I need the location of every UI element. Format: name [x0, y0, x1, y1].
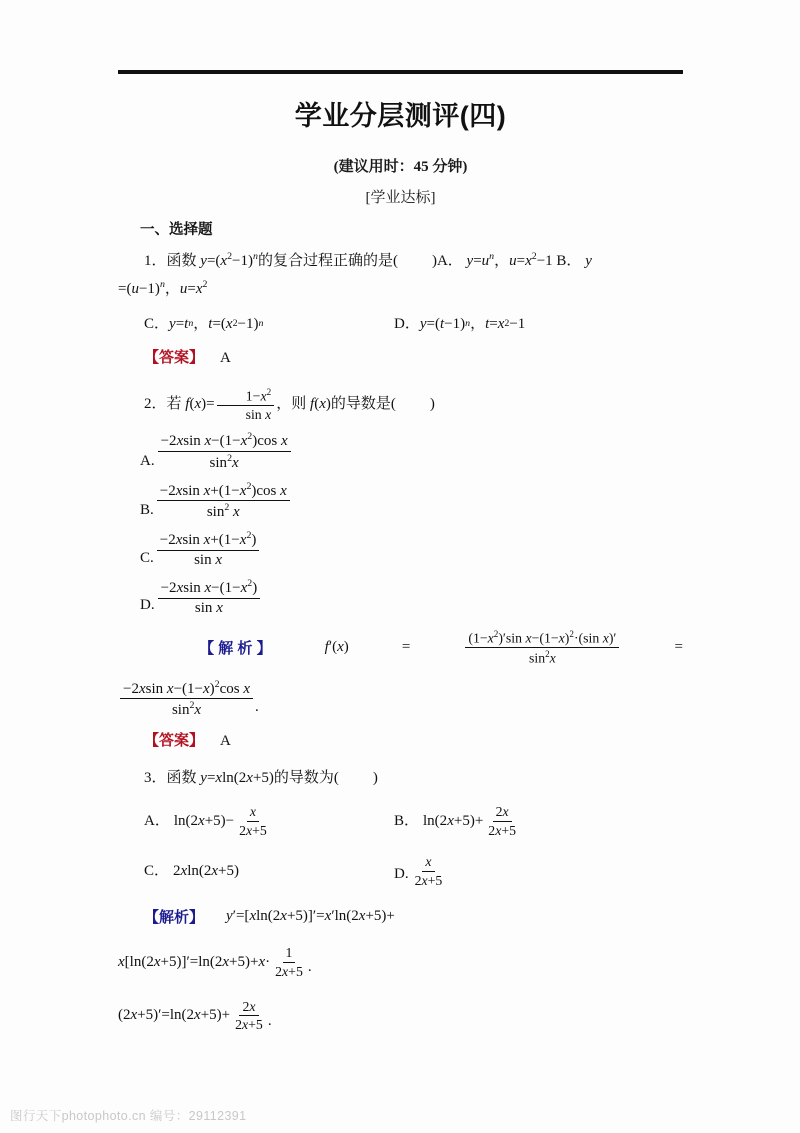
q2-sol-close: ) — [343, 639, 349, 656]
q1-optC-x: x — [225, 315, 233, 332]
q1-optD-tail: −1 — [509, 315, 526, 332]
q2-optA-fraction — [158, 431, 291, 472]
q2-stem-x2: x — [319, 395, 326, 412]
q3-sol-ln: ln(2 — [256, 908, 281, 925]
question-3-stem — [118, 766, 683, 790]
q1-optC-eq1: = — [175, 315, 185, 332]
q1-optD-x: x — [497, 315, 505, 332]
q3-optC-mid: ln(2 — [187, 863, 212, 880]
q1-optC-label: C． — [144, 315, 170, 332]
q3-sol3-num-a: 2 — [242, 999, 250, 1015]
q2-sol1-num-x2: x — [525, 631, 532, 647]
q2-optA-num-sup: 2 — [247, 431, 253, 443]
q3-sol3-period: . — [267, 1012, 272, 1029]
q3-sol2-a: [ln(2 — [124, 953, 154, 970]
q3-sol2-den-b: +5 — [288, 963, 303, 979]
q2-option-b[interactable] — [140, 481, 683, 522]
q3-option-a[interactable] — [144, 804, 394, 838]
q1-optC-comma: ， — [193, 315, 209, 332]
q3-stem-x: x — [215, 770, 223, 787]
q2-optD-num-sup: 2 — [247, 577, 253, 589]
q2-sol2-num-x3: x — [203, 680, 210, 697]
q3-sol2-fraction — [272, 945, 306, 979]
q1-option-d[interactable] — [394, 312, 525, 336]
question-2-stem: 2．若 f(x)= $\frac{1-x^2}{\text{sin x}}$ ，则 f(x)的导数是( ) — [144, 386, 435, 422]
q3-sol-b: ′ln(2 — [331, 908, 359, 925]
q1-optA-u2: u — [509, 253, 517, 269]
q3-optC-label: C． — [144, 863, 170, 880]
q3-sol2-b: +5)]′=ln(2 — [160, 953, 223, 970]
q3-sol-x2: x — [280, 908, 287, 925]
q3-optC-tail: +5) — [218, 863, 239, 880]
q2-sol2-num-b: sin — [145, 680, 167, 697]
q2-optA-num-x3: x — [240, 433, 248, 450]
q2-den-x: x — [265, 406, 272, 422]
q3-sol3-den-b: +5 — [248, 1017, 263, 1033]
q2-sol-fraction-1 — [465, 629, 619, 666]
q3-optC-x: x — [180, 863, 188, 880]
q3-optD-label: D. — [394, 866, 409, 883]
q2-number: 2． — [144, 395, 167, 412]
q2-answer-value: A — [220, 733, 231, 750]
q2-sol1-num-a: (1− — [468, 631, 488, 647]
q2-sol1-num-x4: x — [602, 631, 609, 647]
q3-sol3-num-x: x — [249, 999, 256, 1015]
q2-optB-den-x: x — [229, 504, 240, 521]
q1-number: 1． — [144, 253, 167, 269]
q2-optB-num-x3: x — [239, 482, 247, 499]
q3-optC-pre: 2 — [173, 863, 181, 880]
answer-tag: 【答案】 — [144, 732, 205, 750]
q2-sol-f: f — [324, 639, 329, 656]
q1-optD-t2: t — [485, 315, 490, 332]
q3-sol3-den-x: x — [242, 1017, 249, 1033]
q3-optA-mid: +5)− — [204, 813, 235, 830]
q3-sol2-den-x: x — [282, 963, 289, 979]
q2-optD-num-c: −(1− — [211, 579, 241, 596]
q2-optA-num-x4: x — [280, 433, 288, 450]
question-2-solution-cont — [118, 679, 683, 720]
q2-sol2-period: . — [255, 699, 259, 716]
q2-sol2-den-x: x — [194, 702, 202, 719]
q2-optC-num-sup: 2 — [246, 530, 252, 542]
q1-optC-t: t — [184, 315, 189, 332]
solution-tag: 【解析】 — [144, 909, 205, 927]
q2-num-x: x — [260, 388, 267, 404]
q3-sol2-x: x — [118, 953, 125, 970]
q2-optB-num-sup: 2 — [246, 480, 252, 492]
q3-optB-mid: +5)+ — [453, 813, 484, 830]
q3-sol2-period: . — [307, 959, 312, 976]
q3-optB-den-a: 2 — [488, 822, 496, 838]
q3-option-b[interactable] — [394, 804, 521, 838]
q2-optB-num-x: x — [175, 482, 183, 499]
q1-option-c[interactable] — [144, 312, 394, 336]
q3-sol-y: y — [226, 908, 233, 925]
q1-stem-pre: 函数 — [166, 253, 201, 269]
q2-optD-num-x2: x — [204, 579, 212, 596]
q3-stem-pre: 函数 — [166, 770, 201, 787]
q3-sol-a: +5)]′= — [286, 908, 325, 925]
q3-option-d[interactable] — [394, 854, 447, 888]
q2-optA-den: sin — [209, 454, 228, 471]
q1-optB-sup2: 2 — [202, 279, 208, 291]
q1-stem-y: y — [200, 253, 207, 269]
q2-optB-num-x4: x — [280, 482, 287, 499]
q2-stem-f: f — [185, 395, 190, 412]
q3-optA-fraction — [236, 804, 270, 838]
q3-optB-num-x: x — [502, 804, 509, 820]
q1-stem-close: ) — [431, 253, 437, 269]
q3-stem-ln: ln(2 — [222, 770, 247, 787]
q3-optB-den-b: +5 — [501, 822, 516, 838]
q1-optC-y: y — [169, 315, 176, 332]
q3-optB-den-x: x — [495, 822, 502, 838]
q3-optC-x2: x — [211, 863, 219, 880]
q1-optA-tail: −1 — [536, 253, 553, 269]
q3-sol2-x4: x — [258, 953, 266, 970]
q2-sol1-num-sup: 2 — [493, 629, 499, 640]
q2-num-sup: 2 — [266, 386, 272, 397]
question-3-solution-line2 — [118, 945, 683, 979]
q1-optC-supn2: n — [258, 317, 264, 329]
q1-optB-u: u — [131, 281, 139, 298]
q2-optA-den-x: x — [232, 454, 239, 471]
q2-stem-argse: )= — [201, 395, 215, 412]
q2-option-a[interactable] — [140, 431, 683, 472]
q1-optB-comma: ， — [164, 281, 180, 298]
question-1-options-cd — [144, 312, 683, 336]
q3-stem-tail: +5)的导数为( — [252, 770, 339, 787]
q1-optA-label: A． — [436, 253, 463, 269]
question-2-answer — [144, 729, 683, 750]
q1-optD-sup2: 2 — [504, 317, 510, 329]
q2-optB-num-d: )cos — [251, 482, 281, 499]
q2-optC-num-x2: x — [203, 532, 211, 549]
q3-optA-den-b: +5 — [252, 822, 267, 838]
q2-optB-label: B. — [140, 502, 154, 519]
q2-sol-fraction-2 — [120, 679, 253, 720]
q1-optD-eq: =( — [426, 315, 440, 332]
q1-optB-supn: n — [159, 279, 165, 291]
q2-optB-den-sup: 2 — [224, 502, 230, 514]
q2-stem-x: x — [194, 395, 202, 412]
q2-sol-eq1: = — [401, 639, 411, 656]
q3-optA-label: A． — [144, 813, 170, 830]
q1-optA-sup2: 2 — [531, 251, 537, 262]
question-1-stem — [118, 249, 683, 273]
q1-stem-post: 的复合过程正确的是( — [257, 253, 398, 269]
q3-stem-x2: x — [246, 770, 253, 787]
q3-optD-fraction — [412, 854, 446, 888]
q2-optA-num-x2: x — [204, 433, 212, 450]
q2-sol1-num-x3: x — [558, 631, 565, 647]
q1-optB-eq: =( — [118, 281, 132, 298]
q1-optD-minus: −1) — [444, 315, 466, 332]
q2-sol-x: x — [337, 639, 344, 656]
q2-optB-num-c: +(1− — [210, 482, 240, 499]
q2-optC-num-a: −2 — [159, 532, 176, 549]
q2-optC-fraction — [157, 530, 260, 569]
q2-den: sin — [245, 406, 266, 422]
solution-tag: 【 解 析 】 — [199, 640, 272, 658]
q2-stem-fraction — [217, 387, 275, 422]
q1-optC-sup2: 2 — [232, 317, 238, 329]
q2-sol1-num-b: )′sin — [498, 631, 526, 647]
q1-optB-eq2: = — [187, 281, 196, 298]
q1-optC-supn: n — [188, 317, 194, 329]
question-3-options-cd — [144, 854, 683, 888]
q1-optA-supn: n — [489, 251, 495, 262]
q1-stem-eq: =( — [206, 253, 221, 269]
q1-optA-u: u — [481, 253, 490, 269]
question-1-stem-cont — [118, 277, 683, 301]
q2-optD-num-b: sin — [183, 579, 205, 596]
watermark: 图行天下photophoto.cn 编号：29112391 — [10, 1109, 247, 1123]
q3-optD-den-x: x — [421, 872, 428, 888]
q2-stem-close: ) — [429, 395, 435, 412]
q2-optC-num-x3: x — [239, 532, 247, 549]
page-title: 学业分层测评(四) — [294, 101, 507, 131]
q1-optD-comma: ， — [470, 315, 486, 332]
q2-stem-pre: 若 — [166, 395, 186, 412]
q2-optA-num-c: −(1− — [211, 433, 241, 450]
question-3-solution-line3 — [118, 999, 683, 1033]
q3-sol3-fraction — [232, 999, 266, 1033]
q3-sol2-x3: x — [222, 953, 230, 970]
document-content — [118, 218, 683, 1037]
q3-sol2-x2: x — [153, 953, 161, 970]
q2-optA-num-b: sin — [183, 433, 205, 450]
q2-optC-num-c: +(1− — [210, 532, 240, 549]
question-3-options-ab — [144, 804, 683, 838]
q2-optD-fraction — [158, 578, 261, 617]
q2-num-1: 1− — [245, 388, 261, 404]
q3-sol2-c: +5)+ — [229, 953, 259, 970]
q3-sol3-den-a: 2 — [235, 1017, 243, 1033]
q2-optB-num-a: −2 — [159, 482, 176, 499]
q1-optB-label: B． — [556, 253, 582, 269]
q1-optC-eq2: =( — [212, 315, 226, 332]
q1-optB-x: x — [195, 281, 203, 298]
q1-optA-comma: ， — [494, 253, 510, 269]
q1-optC-tail: −1) — [237, 315, 259, 332]
q1-stem-sup2: 2 — [227, 251, 233, 262]
q3-sol2-num: 1 — [285, 945, 293, 961]
q1-optA-eq1: = — [473, 253, 482, 269]
q3-optD-den-a: 2 — [414, 872, 422, 888]
q2-sol2-den-sup: 2 — [189, 700, 195, 712]
q3-sol-x3: x — [324, 908, 332, 925]
q3-sol2-den-a: 2 — [275, 963, 283, 979]
header-rule — [118, 70, 683, 74]
q1-answer-value: A — [220, 349, 231, 366]
q2-sol2-num-d: ) — [209, 680, 215, 697]
q2-optD-num-a: −2 — [160, 579, 177, 596]
q1-optD-label: D． — [394, 315, 420, 332]
q2-optB-den: sin — [206, 504, 225, 521]
q2-sol1-num-c: −(1− — [531, 631, 559, 647]
q2-optD-num-x3: x — [240, 579, 248, 596]
q3-optB-pre: ln(2 — [423, 813, 448, 830]
q2-sol1-den: sin — [529, 651, 546, 667]
q3-sol3-c: +5)+ — [200, 1007, 231, 1024]
q2-stem-args: ( — [189, 395, 195, 412]
q2-stem-post: )的导数是( — [325, 395, 396, 412]
q2-optC-num-d: ) — [251, 532, 257, 549]
q3-sol3-a: (2 — [118, 1007, 131, 1024]
q1-optB-minus: −1) — [138, 281, 160, 298]
q2-sol1-num-x: x — [487, 631, 494, 647]
q2-sol2-num-sup: 2 — [214, 678, 220, 690]
q1-stem-supn: n — [253, 251, 258, 262]
q2-optC-label: C. — [140, 549, 154, 566]
q2-optA-num-d: )cos — [252, 433, 281, 450]
q2-sol-eq2: = — [674, 639, 683, 656]
q2-optC-num-x: x — [175, 532, 183, 549]
q2-sol2-num-c: −(1− — [173, 680, 203, 697]
q2-stem-mid: ，则 — [276, 395, 311, 412]
question-1-answer — [144, 346, 683, 367]
q2-optD-num-x: x — [176, 579, 184, 596]
q3-sol-x4: x — [358, 908, 366, 925]
q1-optD-eq2: = — [489, 315, 498, 332]
q2-sol1-num-d: ) — [564, 631, 570, 647]
q1-optA-x: x — [525, 253, 532, 269]
q2-sol1-num-sup2: 2 — [569, 629, 574, 640]
q1-optA-eq2: = — [516, 253, 526, 269]
q2-optA-num-x: x — [176, 433, 184, 450]
q3-number: 3． — [144, 770, 167, 787]
q2-optC-num-b: sin — [182, 532, 204, 549]
q3-optA-den-a: 2 — [239, 822, 247, 838]
q2-optB-num-x2: x — [203, 482, 211, 499]
q2-option-d[interactable] — [140, 578, 683, 617]
q2-optB-fraction — [157, 481, 290, 522]
q3-optB-num-a: 2 — [495, 804, 503, 820]
q3-optA-num: x — [249, 804, 257, 820]
document-subtitle: (建议用时：45 分钟) — [333, 159, 468, 175]
q3-stem-eq: = — [206, 770, 216, 787]
q2-sol1-num-e: ·(sin — [573, 631, 603, 647]
q1-optD-supn: n — [465, 317, 471, 329]
answer-tag: 【答案】 — [144, 348, 205, 366]
q2-sol2-num-x2: x — [166, 680, 174, 697]
q2-option-c[interactable] — [140, 530, 683, 569]
q3-optD-num: x — [425, 854, 432, 870]
q1-optC-t2: t — [208, 315, 213, 332]
q2-optC-den-x: x — [215, 552, 223, 569]
q1-stem-x: x — [220, 253, 228, 269]
q1-optA-y: y — [466, 253, 474, 269]
q2-sol1-num-f: )′ — [608, 631, 617, 647]
q2-optA-num-a: −2 — [160, 433, 177, 450]
q3-optB-fraction — [485, 804, 519, 838]
section-label: [学业达标] — [365, 190, 436, 206]
q3-optA-pre: ln(2 — [173, 813, 199, 830]
q2-optD-den-x: x — [216, 599, 223, 616]
part-heading: 一、选择题 — [140, 222, 213, 238]
question-2-solution — [118, 629, 683, 666]
q3-optA-den-x: x — [246, 822, 253, 838]
q3-stem-y: y — [200, 770, 207, 787]
q3-sol3-b: +5)′=ln(2 — [137, 1007, 195, 1024]
q2-optC-den: sin — [194, 552, 216, 569]
q2-sol-prime: ′( — [328, 639, 338, 656]
q3-optA-x: x — [198, 813, 205, 830]
q2-sol2-num-e: cos — [219, 680, 244, 697]
q3-sol-prime: ′=[ — [232, 908, 250, 925]
q2-optD-label: D. — [140, 597, 155, 614]
q3-stem-close: ) — [372, 770, 378, 787]
q3-sol-c: +5)+ — [365, 908, 395, 925]
q1-optB-y: y — [585, 253, 592, 269]
q2-optD-den: sin — [194, 599, 217, 616]
q2-sol2-den: sin — [171, 702, 190, 719]
q2-optD-num-d: ) — [252, 579, 258, 596]
question-3-solution — [144, 906, 683, 927]
q3-optD-den-b: +5 — [427, 872, 443, 888]
q3-option-c[interactable] — [144, 854, 394, 888]
q3-optB-label: B． — [394, 813, 420, 830]
q2-optB-num-b: sin — [182, 482, 204, 499]
q3-sol3-x: x — [130, 1007, 138, 1024]
q2-sol1-den-sup: 2 — [545, 649, 550, 660]
q3-sol2-dot: · — [265, 953, 271, 970]
q1-optB-u2: u — [179, 281, 188, 298]
q2-stem-f2: f — [310, 395, 315, 412]
q3-sol3-x2: x — [194, 1007, 201, 1024]
q2-optA-den-sup: 2 — [227, 452, 232, 464]
q1-stem-minus1: −1) — [232, 253, 253, 269]
q3-optB-x: x — [447, 813, 454, 830]
q2-sol1-den-x: x — [549, 651, 556, 667]
q2-sol2-num-a: −2 — [123, 680, 139, 697]
q2-sol2-num-x4: x — [243, 680, 251, 697]
q3-sol-x: x — [249, 908, 257, 925]
q1-optD-t: t — [439, 315, 445, 332]
q2-sol2-num-x: x — [138, 680, 146, 697]
q2-optA-label: A. — [140, 452, 155, 469]
q1-optD-y: y — [419, 315, 427, 332]
